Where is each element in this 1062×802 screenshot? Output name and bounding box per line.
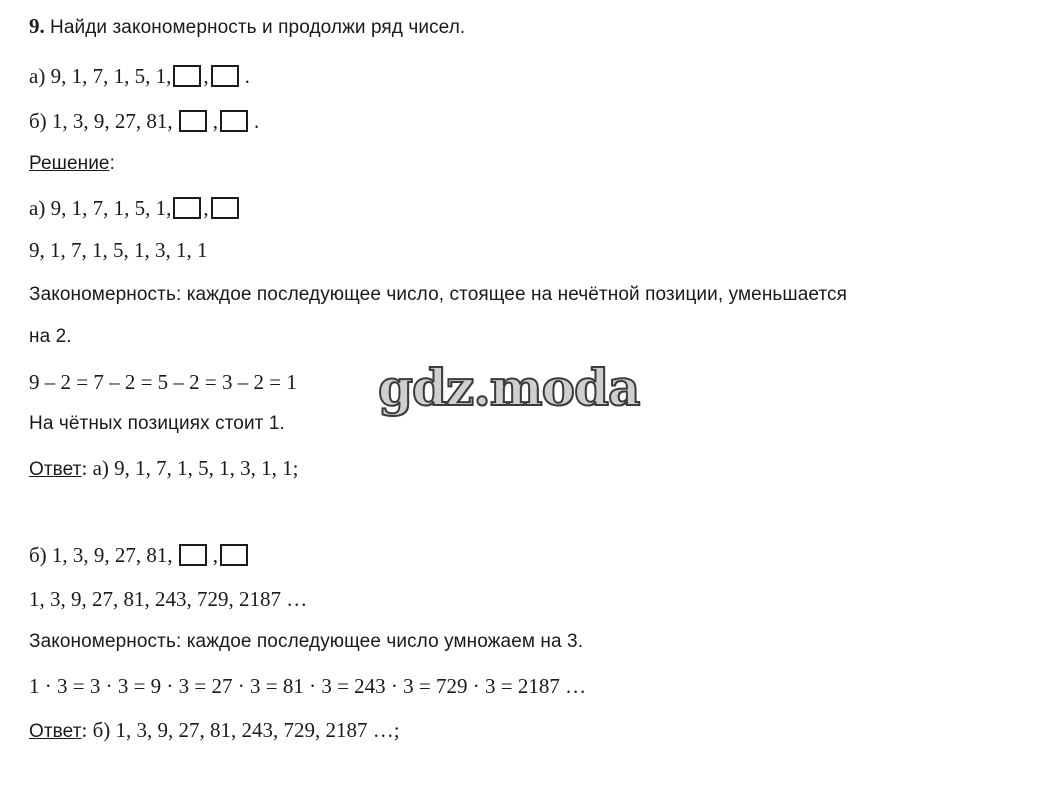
solution-a-calc: 9 – 2 = 7 – 2 = 5 – 2 = 3 – 2 = 1 [29, 370, 297, 394]
task-text: Найди закономерность и продолжи ряд чисел. [50, 17, 466, 38]
condition-a-comma: , [203, 64, 209, 88]
answer-box [211, 197, 239, 219]
watermark-logo: gdz.moda [378, 358, 640, 417]
solution-a-sequence: 9, 1, 7, 1, 5, 1, 3, 1, 1 [29, 238, 208, 262]
task-heading [29, 14, 465, 40]
solution-b-answer [29, 718, 400, 744]
answer-box [220, 544, 248, 566]
solution-colon: : [109, 153, 115, 174]
solution-a-pattern-line2: на 2. [29, 326, 72, 347]
condition-a-end: . [244, 64, 250, 88]
solution-b-calc: 1 · 3 = 3 · 3 = 9 · 3 = 27 · 3 = 81 · 3 = 243 · 3 = 729 · 3 = 2187 … [29, 674, 587, 698]
solution-a-condition [29, 196, 241, 220]
solution-a-comma: , [203, 196, 209, 220]
answer-text: : б) 1, 3, 9, 27, 81, 243, 729, 2187 …; [81, 718, 400, 742]
solution-a-pattern-line1: Закономерность: каждое последующее число, стоящее на нечётной позиции, уменьшается [29, 284, 848, 305]
solution-a-answer [29, 456, 298, 482]
solution-label: Решение [29, 153, 110, 174]
condition-a [29, 64, 250, 88]
condition-b-end: . [253, 109, 260, 133]
condition-b [29, 109, 259, 133]
answer-box [179, 544, 207, 566]
answer-label: Ответ [29, 721, 82, 742]
condition-a-prefix: а) 9, 1, 7, 1, 5, 1, [29, 64, 172, 88]
answer-box [173, 65, 201, 87]
solution-b-prefix: б) 1, 3, 9, 27, 81, [29, 543, 173, 567]
answer-label: Ответ [29, 459, 82, 480]
solution-heading [29, 152, 115, 176]
solution-b-sequence: 1, 3, 9, 27, 81, 243, 729, 2187 … [29, 587, 308, 611]
condition-b-comma: , [212, 109, 218, 133]
answer-text: : а) 9, 1, 7, 1, 5, 1, 3, 1, 1; [81, 456, 299, 480]
answer-box [179, 110, 207, 132]
answer-box [211, 65, 239, 87]
condition-b-prefix: б) 1, 3, 9, 27, 81, [29, 109, 173, 133]
solution-b-comma: , [212, 543, 218, 567]
solution-a-even-note: На чётных позициях стоит 1. [29, 413, 285, 434]
answer-box [220, 110, 248, 132]
answer-box [173, 197, 201, 219]
task-number: 9. [29, 14, 45, 38]
solution-b-pattern: Закономерность: каждое последующее число умножаем на 3. [29, 631, 584, 652]
solution-b-condition [29, 543, 250, 567]
solution-a-prefix: а) 9, 1, 7, 1, 5, 1, [29, 196, 172, 220]
